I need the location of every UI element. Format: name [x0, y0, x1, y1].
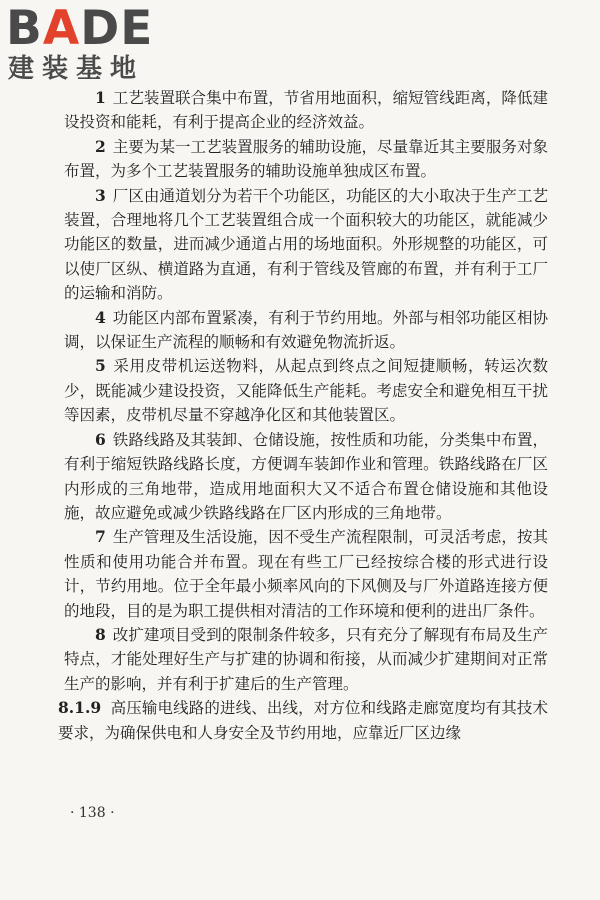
paragraph-2: [64, 135, 548, 184]
paragraph-4: [64, 306, 548, 355]
paragraph-text: 采用皮带机运送物料，从起点到终点之间短捷顺畅，转运次数少，既能减少建设投资，又能降低生产能耗。考虑安全和避免相互干扰等因素，皮带机尽量不穿越净化区和其他装置区。: [64, 357, 548, 425]
paragraph-number: 4: [95, 307, 106, 327]
paragraph-number: 5: [95, 356, 106, 376]
clause-number: 8.1.9: [58, 698, 102, 718]
paragraph-number: 6: [95, 429, 106, 449]
paragraph-1: [64, 86, 548, 135]
document-body: [58, 86, 548, 745]
paragraph-text: 生产管理及生活设施，因不受生产流程限制，可灵活考虑，按其性质和使用功能合并布置。现在有些工厂已经按综合楼的形式进行设计，节约用地。位于全年最小频率风向的下风侧及与厂外道路连接方便的地段，目的是为职工提供相对清洁的工作环境和便利的进出厂条件。: [64, 528, 548, 620]
paragraph-text: 改扩建项目受到的限制条件较多，只有充分了解现有布局及生产特点，才能处理好生产与扩建的协调和衔接，从而减少扩建期间对正常生产的影响，并有利于扩建后的生产管理。: [64, 625, 548, 693]
paragraph-3: [64, 184, 548, 306]
paragraph-number: 3: [95, 185, 106, 205]
paragraph-text: 功能区内部布置紧凑，有利于节约用地。外部与相邻功能区相协调，以保证生产流程的顺畅和有效避免物流折返。: [64, 308, 548, 352]
paragraph-6: [64, 428, 548, 526]
paragraph-text: 铁路线路及其装卸、仓储设施，按性质和功能，分类集中布置，有利于缩短铁路线路长度，方便调车装卸作业和管理。铁路线路在厂区内形成的三角地带，造成用地面积大又不适合布置仓储设施和其他设施，故应避免或减少铁路线路在厂区内形成的三角地带。: [64, 430, 548, 522]
clause-8-1-9: [58, 696, 548, 745]
bade-watermark-logo: [6, 1, 176, 86]
paragraph-8: [64, 623, 548, 696]
paragraph-text: 工艺装置联合集中布置，节省用地面积，缩短管线距离，降低建设投资和能耗，有利于提高企业的经济效益。: [64, 89, 548, 132]
paragraph-number: 1: [95, 88, 106, 107]
paragraph-number: 7: [95, 527, 106, 547]
watermark-chinese-text: 建装基地: [8, 54, 145, 84]
paragraph-7: [64, 525, 548, 623]
paragraph-5: [64, 354, 548, 427]
paragraph-text: 厂区由通道划分为若干个功能区，功能区的大小取决于生产工艺装置，合理地将几个工艺装置组合成一个面积较大的功能区，就能减少功能区的数量，进而减少通道占用的场地面积。外形规整的功能区，可以使厂区纵、横道路为直通，有利于管线及管廊的布置，并有利于工厂的运输和消防。: [64, 186, 548, 303]
clause-text: 高压输电线路的进线、出线，对方位和线路走廊宽度均有其技术要求，为确保供电和人身安全及节约用地，应靠近厂区边缘: [58, 699, 548, 742]
watermark-latin-text: BADE: [6, 1, 154, 56]
paragraph-number: 2: [95, 136, 106, 156]
page-number: · 138 ·: [70, 805, 115, 821]
paragraph-number: 8: [95, 624, 106, 644]
paragraph-text: 主要为某一工艺装置服务的辅助设施，尽量靠近其主要服务对象布置，为多个工艺装置服务的辅助设施单独成区布置。: [64, 137, 548, 181]
